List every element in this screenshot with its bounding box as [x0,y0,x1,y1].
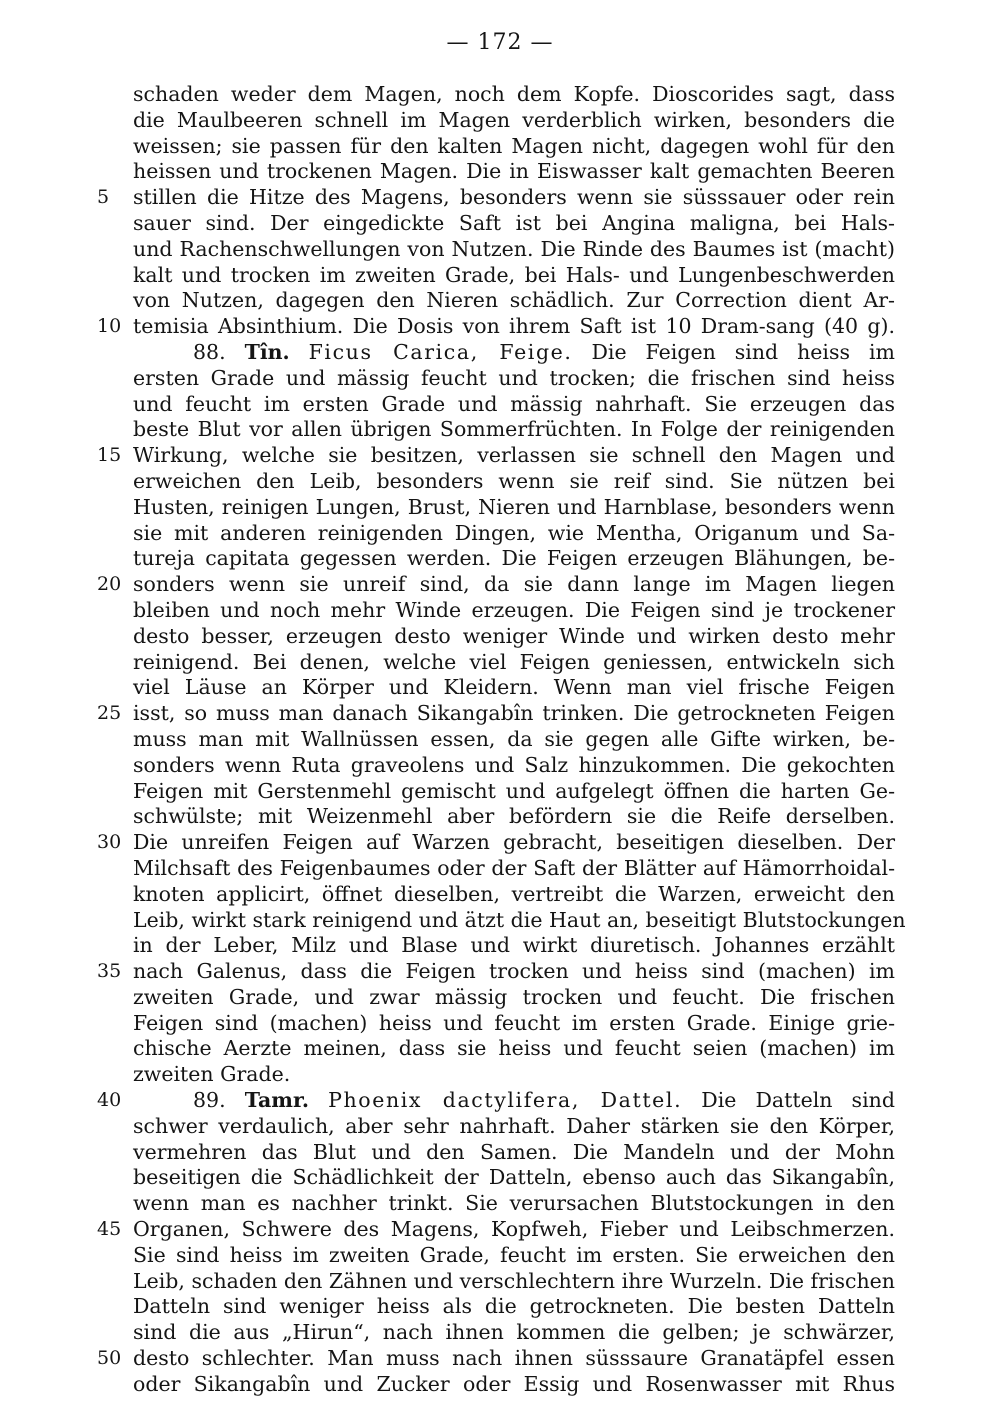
line-text: temisia Absinthium. Die Dosis von ihrem Saft ist 10 Dram-sang (40 g). [133,314,895,339]
text-line [133,882,895,908]
line-text: heissen und trockenen Magen. Die in Eiswasser kalt gemachten Beeren [133,159,895,184]
line-number: 40 [97,1089,122,1112]
line-number: 25 [97,702,122,725]
line-text: stillen die Hitze des Magens, besonders wenn sie süsssauer oder rein [133,185,895,210]
line-text: Leib, schaden den Zähnen und verschlechtern ihre Wurzeln. Die frischen [133,1268,895,1293]
text-line [133,675,895,701]
text-line [97,572,895,598]
entry-lemma: Tîn. [244,339,290,364]
text-line [97,443,895,469]
line-text: Milchsaft des Feigenbaumes oder der Saft der Blätter auf Hämorrhoidal- [133,855,895,880]
line-text: tureja capitata gegessen werden. Die Feigen erzeugen Blähungen, be- [133,546,895,571]
text-line [97,701,895,727]
line-text: beste Blut vor allen übrigen Sommerfrüchten. In Folge der reinigenden [133,417,895,442]
line-text: von Nutzen, dagegen den Nieren schädlich. Zur Correction dient Ar- [133,288,895,313]
species-name: Ficus Carica, Feige. [308,339,573,364]
line-text: reinigend. Bei denen, welche viel Feigen geniessen, entwickeln sich [133,649,895,674]
line-text: und Rachenschwellungen von Nutzen. Die Rinde des Baumes ist (macht) [133,236,895,261]
text-line [133,366,895,392]
line-number: 45 [97,1218,122,1241]
text-line [133,521,895,547]
text-line [133,392,895,418]
text-line [133,727,895,753]
text-line [133,933,895,959]
text-line [133,469,895,495]
text-line [133,779,895,805]
line-text: schaden weder dem Magen, noch dem Kopfe. Dioscorides sagt, dass [133,82,895,106]
text-line [133,804,895,830]
line-text: schwer verdaulich, aber sehr nahrhaft. Daher stärken sie den Körper, [133,1113,895,1138]
line-text: bleiben und noch mehr Winde erzeugen. Die Feigen sind je trockener [133,597,895,622]
line-text: sind die aus „Hirun“, nach ihnen kommen die gelben; je schwärzer, [133,1320,895,1345]
text-line [133,1372,895,1398]
text-line [133,1114,895,1140]
line-text: Feigen mit Gerstenmehl gemischt und aufgelegt öffnen die harten Ge- [133,778,895,803]
text-line [133,237,895,263]
line-text: desto besser, erzeugen desto weniger Winde und wirken desto mehr [133,623,895,648]
text-line [133,340,895,366]
line-text: viel Läuse an Körper und Kleidern. Wenn man viel frische Feigen [133,675,895,700]
line-text: nach Galenus, dass die Feigen trocken und heiss sind (machen) im [133,959,895,984]
text-line [133,650,895,676]
text-line [133,907,906,934]
line-text: beseitigen die Schädlichkeit der Datteln, ebenso auch das Sikangabîn, [133,1165,895,1190]
body-text [97,82,906,1398]
line-text: zweiten Grade. [133,1062,291,1087]
text-line [133,211,895,237]
text-line [97,1088,895,1114]
line-text: vermehren das Blut und den Samen. Die Mandeln und der Mohn [133,1139,895,1164]
line-number: 15 [97,444,122,467]
text-line [133,417,895,443]
text-line [133,856,895,882]
text-line [133,1140,895,1166]
line-text: Die unreifen Feigen auf Warzen gebracht, beseitigen dieselben. Der [133,830,895,855]
line-number: 50 [97,1347,122,1370]
text-line [133,985,895,1011]
line-number: 20 [97,573,122,596]
line-number: 10 [97,315,122,338]
line-text: schwülste; mit Weizenmehl aber befördern sie die Reife derselben. [133,804,895,829]
text-line [133,288,895,314]
text-line [133,546,895,572]
line-text: sie mit anderen reinigenden Dingen, wie Mentha, Origanum und Sa- [133,520,895,545]
line-text: in der Leber, Milz und Blase und wirkt diuretisch. Johannes erzählt [133,933,895,958]
text-line [133,753,895,779]
text-line [97,959,895,985]
entry-number: 88. [193,339,226,364]
text-line [133,1191,895,1217]
line-text: chische Aerzte meinen, dass sie heiss und feucht seien (machen) im [133,1036,895,1061]
line-text: Sie sind heiss im zweiten Grade, feucht im ersten. Sie erweichen den [133,1242,895,1267]
text-line [133,1243,895,1269]
line-text: Organen, Schwere des Magens, Kopfweh, Fieber und Leibschmerzen. [133,1217,895,1242]
text-line [97,314,895,340]
line-text: Leib, wirkt stark reinigend und ätzt die Haut an, beseitigt Blutstockungen [133,907,906,932]
text-line [133,598,895,624]
line-number: 35 [97,960,122,983]
line-text: Datteln sind weniger heiss als die getrockneten. Die besten Datteln [133,1294,895,1319]
text-line [133,134,895,160]
line-text: erweichen den Leib, besonders wenn sie reif sind. Sie nützen bei [133,468,895,493]
line-number: 5 [97,186,110,209]
text-line [133,1269,895,1295]
line-text: Husten, reinigen Lungen, Brust, Nieren und Harnblase, besonders wenn [133,494,895,519]
entry-lemma: Tamr. [244,1088,310,1113]
text-line [133,263,895,289]
text-line [133,495,895,521]
text-line [133,1294,895,1320]
text-line [97,1346,895,1372]
line-text: wenn man es nachher trinkt. Sie verursachen Blutstockungen in den [133,1191,895,1216]
species-name: Phoenix dactylifera, Dattel. [328,1088,683,1113]
text-line [133,1165,895,1191]
text-line [133,108,895,134]
page-number: — 172 — [446,30,554,55]
line-text: oder Sikangabîn und Zucker oder Essig und Rosenwasser mit Rhus [133,1371,895,1396]
text-line [133,1036,895,1062]
text-line [133,82,895,108]
line-text: weissen; sie passen für den kalten Magen nicht, dagegen wohl für den [133,133,895,158]
line-number: 30 [97,831,122,854]
line-text: sauer sind. Der eingedickte Saft ist bei Angina maligna, bei Hals- [133,210,895,235]
line-text: und feucht im ersten Grade und mässig nahrhaft. Sie erzeugen das [133,391,895,416]
line-text: ersten Grade und mässig feucht und trocken; die frischen sind heiss [133,365,895,390]
line-text: isst, so muss man danach Sikangabîn trinken. Die getrockneten Feigen [133,701,895,726]
line-text: muss man mit Wallnüssen essen, da sie gegen alle Gifte wirken, be- [133,726,895,751]
text-line [133,1062,895,1088]
line-text: kalt und trocken im zweiten Grade, bei Hals- und Lungenbeschwerden [133,262,895,287]
text-line [133,1011,895,1037]
text-line [133,159,895,185]
line-text: zweiten Grade, und zwar mässig trocken und feucht. Die frischen [133,984,895,1009]
text-line [97,185,895,211]
line-text: Feigen sind (machen) heiss und feucht im ersten Grade. Einige grie- [133,1010,895,1035]
text-line [97,830,895,856]
line-text: sonders wenn sie unreif sind, da sie dann lange im Magen liegen [133,572,895,597]
line-text: Die Datteln sind [701,1088,895,1113]
text-line [133,624,895,650]
line-text: sonders wenn Ruta graveolens und Salz hinzukommen. Die gekochten [133,752,895,777]
text-line [133,1320,895,1346]
line-text: knoten applicirt, öffnet dieselben, vertreibt die Warzen, erweicht den [133,881,895,906]
line-text: desto schlechter. Man muss nach ihnen süsssaure Granatäpfel essen [133,1346,895,1371]
line-text: die Maulbeeren schnell im Magen verderblich wirken, besonders die [133,107,895,132]
line-text: Wirkung, welche sie besitzen, verlassen sie schnell den Magen und [133,443,895,468]
text-line [97,1217,895,1243]
line-text: Die Feigen sind heiss im [591,339,895,364]
entry-number: 89. [193,1088,226,1113]
